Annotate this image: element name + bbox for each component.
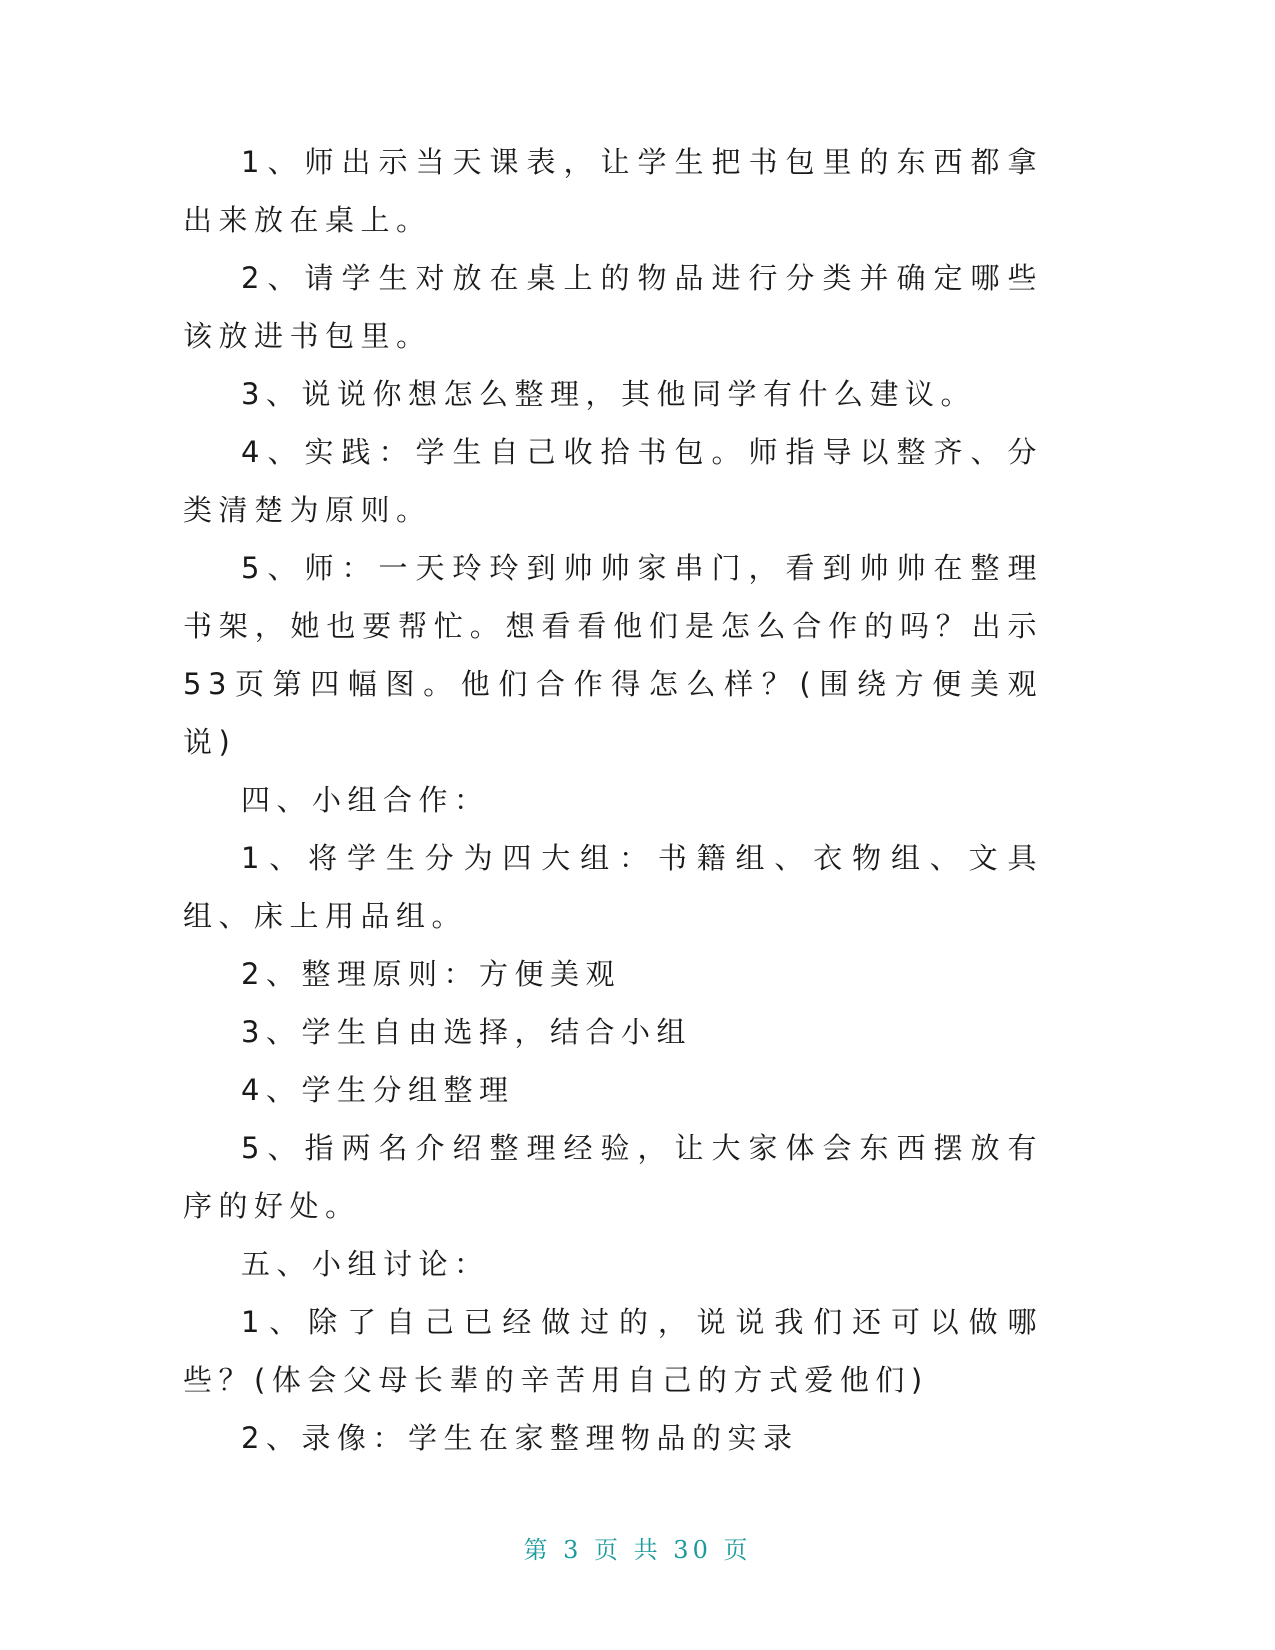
page-footer	[0, 1530, 1275, 1565]
document-body	[183, 133, 1043, 1467]
paragraph-step-2: 2、请学生对放在桌上的物品进行分类并确定哪些该放进书包里。	[183, 261, 1043, 353]
section-heading-group-work: 四、小组合作：	[241, 783, 490, 817]
paragraph-discussion-1: 1、除了自己已经做过的，说说我们还可以做哪些？(体会父母长辈的辛苦用自己的方式爱他们)	[183, 1305, 1043, 1397]
page-number: 第 3 页 共 30 页	[523, 1536, 752, 1564]
paragraph-step-4: 4、实践：学生自己收拾书包。师指导以整齐、分类清楚为原则。	[183, 435, 1043, 527]
paragraph-group-4: 4、学生分组整理	[241, 1073, 515, 1107]
paragraph-step-3: 3、说说你想怎么整理，其他同学有什么建议。	[241, 377, 976, 411]
paragraph-group-1: 1、将学生分为四大组：书籍组、衣物组、文具组、床上用品组。	[183, 841, 1043, 933]
paragraph-group-3: 3、学生自由选择，结合小组	[241, 1015, 692, 1049]
section-heading-group-discussion: 五、小组讨论：	[241, 1247, 490, 1281]
paragraph-discussion-2: 2、录像：学生在家整理物品的实录	[241, 1421, 799, 1455]
paragraph-group-2: 2、整理原则：方便美观	[241, 957, 621, 991]
paragraph-group-5: 5、指两名介绍整理经验，让大家体会东西摆放有序的好处。	[183, 1131, 1043, 1223]
paragraph-step-1: 1、师出示当天课表，让学生把书包里的东西都拿出来放在桌上。	[183, 145, 1043, 237]
paragraph-step-5: 5、师：一天玲玲到帅帅家串门，看到帅帅在整理书架，她也要帮忙。想看看他们是怎么合作的吗？出示53页第四幅图。他们合作得怎么样？(围绕方便美观说)	[183, 551, 1043, 759]
